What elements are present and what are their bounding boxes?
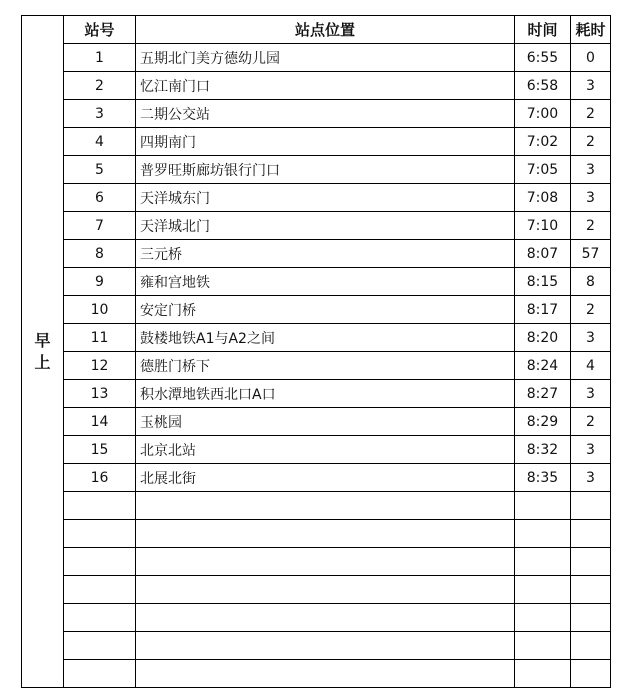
stop-location: 鼓楼地铁A1与A2之间 (136, 324, 515, 352)
empty-row (22, 576, 611, 604)
stop-number: 10 (64, 296, 136, 324)
stop-location: 天洋城东门 (136, 184, 515, 212)
stop-duration: 2 (571, 128, 611, 156)
empty-cell (64, 660, 136, 688)
stop-time: 8:27 (515, 380, 571, 408)
table-row (22, 436, 611, 464)
stop-time: 8:24 (515, 352, 571, 380)
empty-row (22, 548, 611, 576)
empty-cell (136, 660, 515, 688)
empty-cell (571, 632, 611, 660)
table-row (22, 240, 611, 268)
table-row (22, 128, 611, 156)
empty-cell (571, 604, 611, 632)
table-row (22, 100, 611, 128)
stop-time: 8:17 (515, 296, 571, 324)
stop-number: 12 (64, 352, 136, 380)
empty-cell (515, 492, 571, 520)
stop-number: 16 (64, 464, 136, 492)
empty-cell (136, 548, 515, 576)
period-cell (22, 16, 64, 688)
stop-location: 忆江南门口 (136, 72, 515, 100)
empty-row (22, 520, 611, 548)
stop-time: 8:29 (515, 408, 571, 436)
stop-time: 7:02 (515, 128, 571, 156)
stop-duration: 8 (571, 268, 611, 296)
empty-cell (515, 576, 571, 604)
stop-time: 6:55 (515, 44, 571, 72)
empty-cell (571, 660, 611, 688)
stop-duration: 0 (571, 44, 611, 72)
empty-cell (64, 492, 136, 520)
stop-location: 北京北站 (136, 436, 515, 464)
stop-duration: 2 (571, 408, 611, 436)
empty-row (22, 492, 611, 520)
stop-duration: 3 (571, 324, 611, 352)
stop-location: 德胜门桥下 (136, 352, 515, 380)
empty-cell (515, 632, 571, 660)
stop-number: 9 (64, 268, 136, 296)
stop-number: 4 (64, 128, 136, 156)
bus-schedule-table (21, 15, 611, 688)
stop-time: 8:32 (515, 436, 571, 464)
stop-time: 6:58 (515, 72, 571, 100)
stop-time: 8:35 (515, 464, 571, 492)
stop-time: 8:07 (515, 240, 571, 268)
empty-row (22, 604, 611, 632)
empty-cell (515, 604, 571, 632)
empty-cell (571, 520, 611, 548)
stop-location: 北展北街 (136, 464, 515, 492)
table-row (22, 408, 611, 436)
empty-cell (571, 548, 611, 576)
empty-row (22, 632, 611, 660)
stop-location: 二期公交站 (136, 100, 515, 128)
stop-number: 7 (64, 212, 136, 240)
stop-number: 6 (64, 184, 136, 212)
stop-location: 三元桥 (136, 240, 515, 268)
empty-cell (136, 576, 515, 604)
empty-cell (136, 520, 515, 548)
stop-location: 积水潭地铁西北口A口 (136, 380, 515, 408)
stop-number: 5 (64, 156, 136, 184)
table-row (22, 296, 611, 324)
period-label: 早上 (34, 330, 51, 372)
table-row (22, 380, 611, 408)
stop-duration: 4 (571, 352, 611, 380)
empty-cell (64, 548, 136, 576)
stop-duration: 2 (571, 100, 611, 128)
empty-cell (571, 492, 611, 520)
stop-number: 2 (64, 72, 136, 100)
stop-duration: 3 (571, 436, 611, 464)
empty-cell (136, 492, 515, 520)
stop-number: 14 (64, 408, 136, 436)
stop-duration: 3 (571, 72, 611, 100)
table-row (22, 72, 611, 100)
table-row (22, 352, 611, 380)
stop-time: 7:00 (515, 100, 571, 128)
stop-duration: 3 (571, 464, 611, 492)
stop-location: 五期北门美方德幼儿园 (136, 44, 515, 72)
stop-number: 1 (64, 44, 136, 72)
table-row (22, 184, 611, 212)
empty-cell (136, 632, 515, 660)
stop-time: 7:10 (515, 212, 571, 240)
stop-number: 11 (64, 324, 136, 352)
stop-number: 8 (64, 240, 136, 268)
stop-time: 7:08 (515, 184, 571, 212)
empty-cell (136, 604, 515, 632)
stop-duration: 3 (571, 156, 611, 184)
stop-duration: 2 (571, 212, 611, 240)
stop-location: 雍和宫地铁 (136, 268, 515, 296)
header-no: 站号 (64, 16, 136, 44)
empty-cell (515, 520, 571, 548)
stop-number: 13 (64, 380, 136, 408)
stop-location: 四期南门 (136, 128, 515, 156)
stop-number: 15 (64, 436, 136, 464)
empty-cell (64, 632, 136, 660)
stop-location: 安定门桥 (136, 296, 515, 324)
stop-duration: 3 (571, 380, 611, 408)
table-row (22, 212, 611, 240)
header-location: 站点位置 (136, 16, 515, 44)
stop-duration: 2 (571, 296, 611, 324)
table-row (22, 156, 611, 184)
empty-cell (515, 660, 571, 688)
empty-cell (64, 520, 136, 548)
header-time: 时间 (515, 16, 571, 44)
empty-row (22, 660, 611, 688)
header-row (22, 16, 611, 44)
stop-time: 8:15 (515, 268, 571, 296)
empty-cell (571, 576, 611, 604)
stop-duration: 57 (571, 240, 611, 268)
stop-time: 7:05 (515, 156, 571, 184)
empty-cell (515, 548, 571, 576)
table-row (22, 268, 611, 296)
empty-cell (64, 576, 136, 604)
header-duration: 耗时 (571, 16, 611, 44)
stop-time: 8:20 (515, 324, 571, 352)
stop-location: 天洋城北门 (136, 212, 515, 240)
stop-location: 普罗旺斯廊坊银行门口 (136, 156, 515, 184)
stop-location: 玉桃园 (136, 408, 515, 436)
stop-number: 3 (64, 100, 136, 128)
table-row (22, 464, 611, 492)
table-row (22, 44, 611, 72)
empty-cell (64, 604, 136, 632)
stop-duration: 3 (571, 184, 611, 212)
table-row (22, 324, 611, 352)
